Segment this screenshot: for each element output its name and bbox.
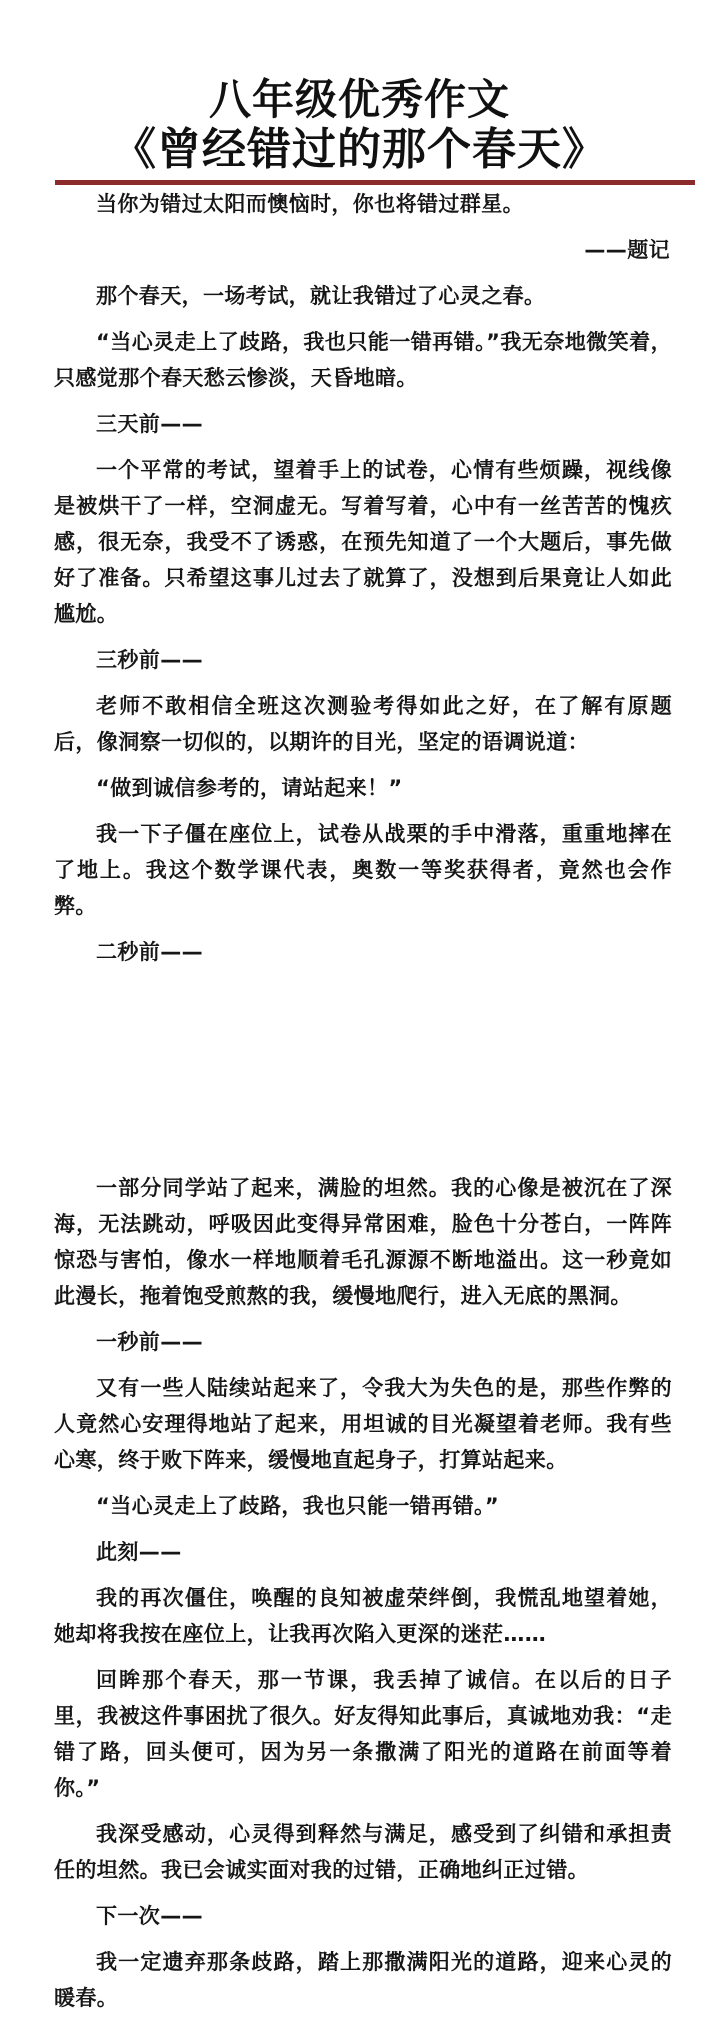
- epigraph: 当你为错过太阳而懊恼时，你也将错过群星。: [96, 192, 524, 216]
- section-marker: 三秒前——: [96, 648, 203, 672]
- title-divider: [55, 180, 695, 185]
- epigraph-attribution: ——题记: [584, 238, 670, 262]
- paragraph: 老师不敢相信全班这次测验考得如此之好，在了解有原题后，像洞察一切似的，以期许的目光，坚定的语调说道：: [54, 694, 672, 754]
- paragraph: 回眸那个春天，那一节课，我丢掉了诚信。在以后的日子里，我被这件事困扰了很久。好友得知此事后，真诚地劝我：“走错了路，回头便可，因为另一条撒满了阳光的道路在前面等着你。”: [54, 1668, 672, 1800]
- paragraph: 我深受感动，心灵得到释然与满足，感受到了纠错和承担责任的坦然。我已会诚实面对我的过错，正确地纠正过错。: [54, 1822, 672, 1882]
- essay-body: [54, 186, 672, 2026]
- paragraph: “当心灵走上了歧路，我也只能一错再错。”我无奈地微笑着，只感觉那个春天愁云惨淡，天昏地暗。: [54, 330, 672, 390]
- section-marker: 三天前——: [96, 412, 203, 436]
- paragraph: 又有一些人陆续站起来了，令我大为失色的是，那些作弊的人竟然心安理得地站了起来，用坦诚的目光凝望着老师。我有些心寒，终于败下阵来，缓慢地直起身子，打算站起来。: [54, 1376, 672, 1472]
- paragraph: 我的再次僵住，唤醒的良知被虚荣绊倒，我慌乱地望着她，她却将我按在座位上，让我再次陷入更深的迷茫……: [54, 1586, 672, 1646]
- essay-title: 《曾经错过的那个春天》: [112, 124, 607, 175]
- section-marker: 下一次——: [96, 1904, 203, 1928]
- paragraph: 一个平常的考试，望着手上的试卷，心情有些烦躁，视线像是被烘干了一样，空洞虚无。写着写着，心中有一丝苦苦的愧疚感，很无奈，我受不了诱惑，在预先知道了一个大题后，事先做好了准备。只希望这事儿过去了就算了，没想到后果竟让人如此尴尬。: [54, 458, 672, 626]
- paragraph: 我一下子僵在座位上，试卷从战栗的手中滑落，重重地摔在了地上。我这个数学课代表，奥数一等奖获得者，竟然也会作弊。: [54, 822, 672, 918]
- paragraph: 一部分同学站了起来，满脸的坦然。我的心像是被沉在了深海，无法跳动，呼吸因此变得异常困难，脸色十分苍白，一阵阵惊恐与害怕，像水一样地顺着毛孔源源不断地溢出。这一秒竟如此漫长，拖着饱受煎熬的我，缓慢地爬行，进入无底的黑洞。: [54, 1176, 672, 1308]
- section-marker: 二秒前——: [96, 940, 203, 964]
- essay-grade-heading: 八年级优秀作文: [208, 75, 510, 124]
- paragraph: 我一定遗弃那条歧路，踏上那撒满阳光的道路，迎来心灵的暖春。: [54, 1950, 672, 2010]
- section-marker: 一秒前——: [96, 1330, 203, 1354]
- paragraph: “当心灵走上了歧路，我也只能一错再错。”: [96, 1494, 500, 1518]
- paragraph: 那个春天，一场考试，就让我错过了心灵之春。: [96, 284, 546, 308]
- section-marker: 此刻——: [96, 1540, 182, 1564]
- paragraph: “做到诚信参考的，请站起来！”: [96, 776, 403, 800]
